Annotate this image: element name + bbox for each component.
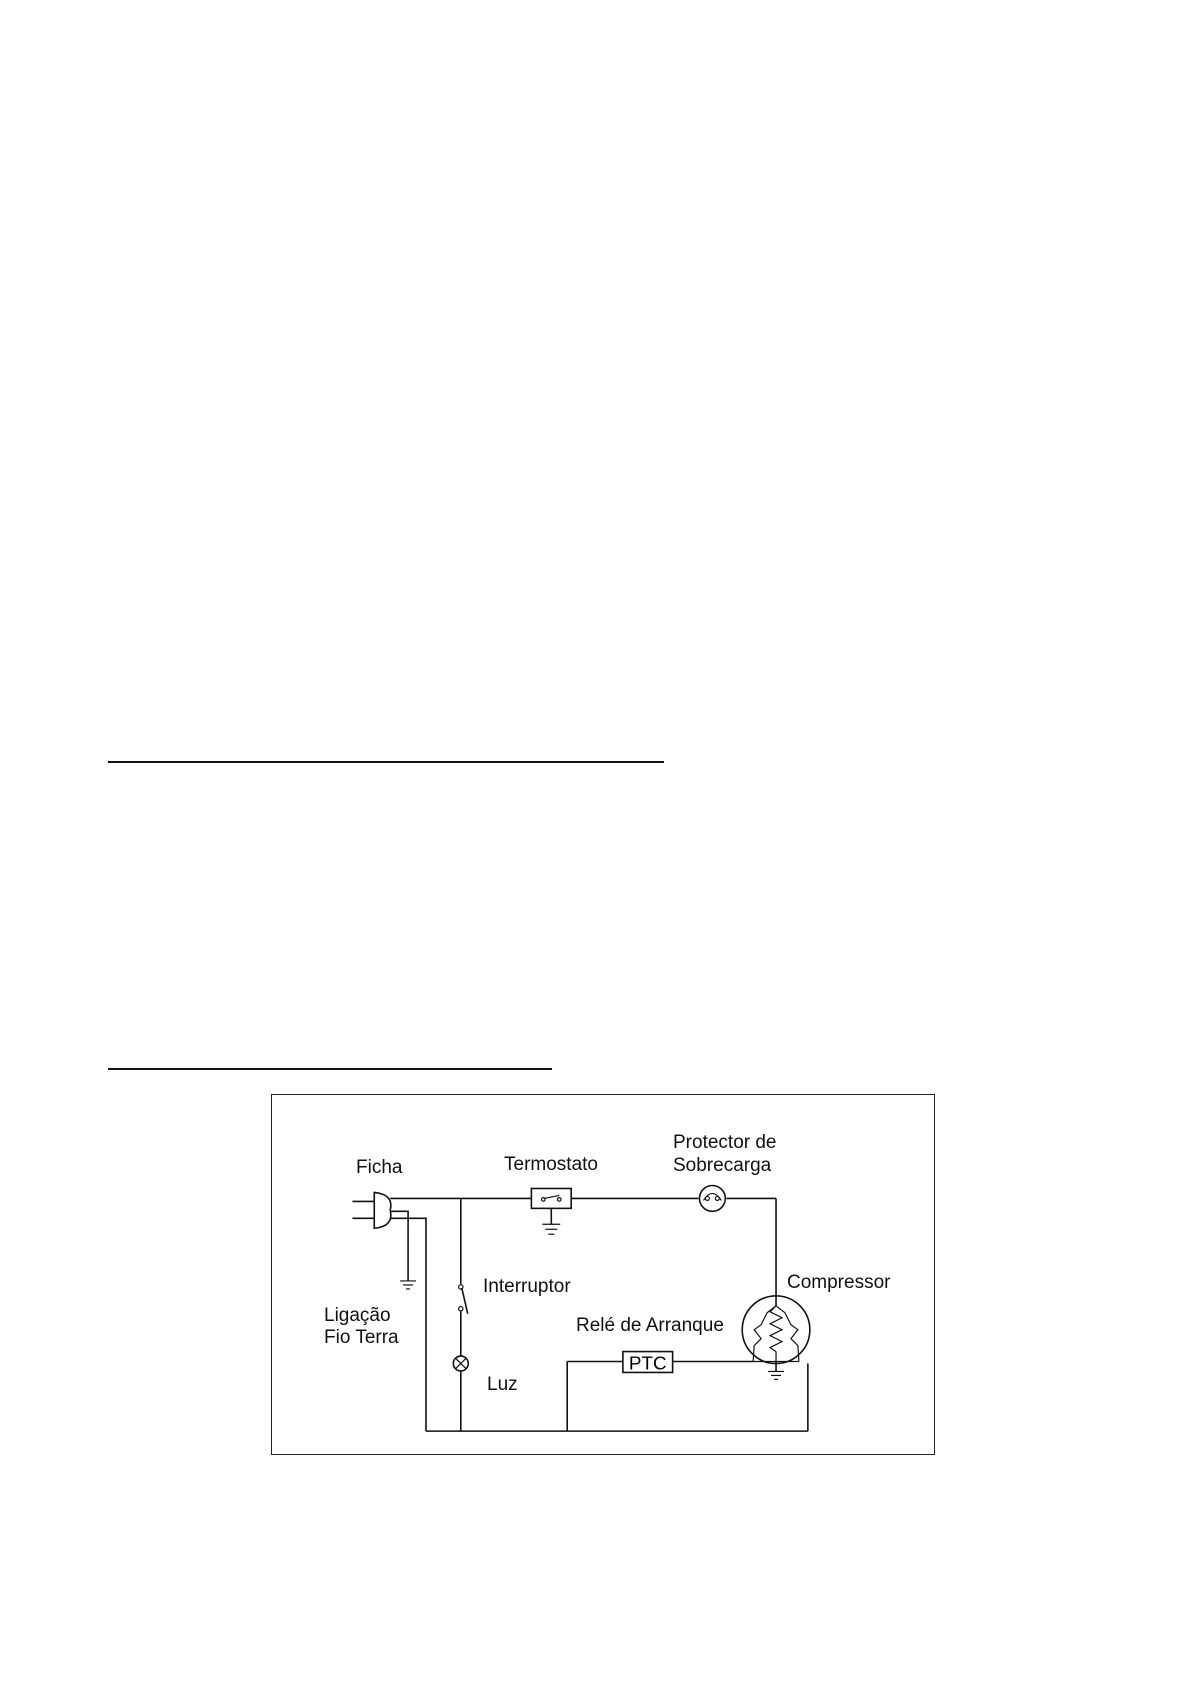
ground-connection-label-line2: Fio Terra [324, 1327, 399, 1348]
plug-label: Ficha [356, 1157, 403, 1178]
switch-symbol [459, 1285, 468, 1314]
compressor-symbol [742, 1296, 810, 1380]
switch-label: Interruptor [483, 1276, 571, 1297]
horizontal-rule [108, 1068, 552, 1070]
overload-protector-label-line2: Sobrecarga [673, 1155, 772, 1176]
plug-symbol [352, 1192, 390, 1228]
thermostat-label: Termostato [504, 1154, 598, 1175]
ptc-label: PTC [628, 1353, 667, 1375]
lamp-symbol [453, 1356, 468, 1371]
ptc-relay-symbol [623, 1352, 673, 1375]
thermostat-symbol [531, 1188, 571, 1234]
compressor-label: Compressor [787, 1272, 891, 1293]
ground-connection-symbol [390, 1211, 426, 1431]
light-label: Luz [487, 1374, 518, 1395]
wiring-diagram [271, 1094, 935, 1455]
overload-protector-symbol [699, 1185, 725, 1211]
overload-protector-label-line1: Protector de [673, 1132, 777, 1153]
horizontal-rule [108, 761, 664, 763]
ground-connection-label-line1: Ligação [324, 1305, 391, 1326]
start-relay-label: Relé de Arranque [576, 1315, 724, 1336]
